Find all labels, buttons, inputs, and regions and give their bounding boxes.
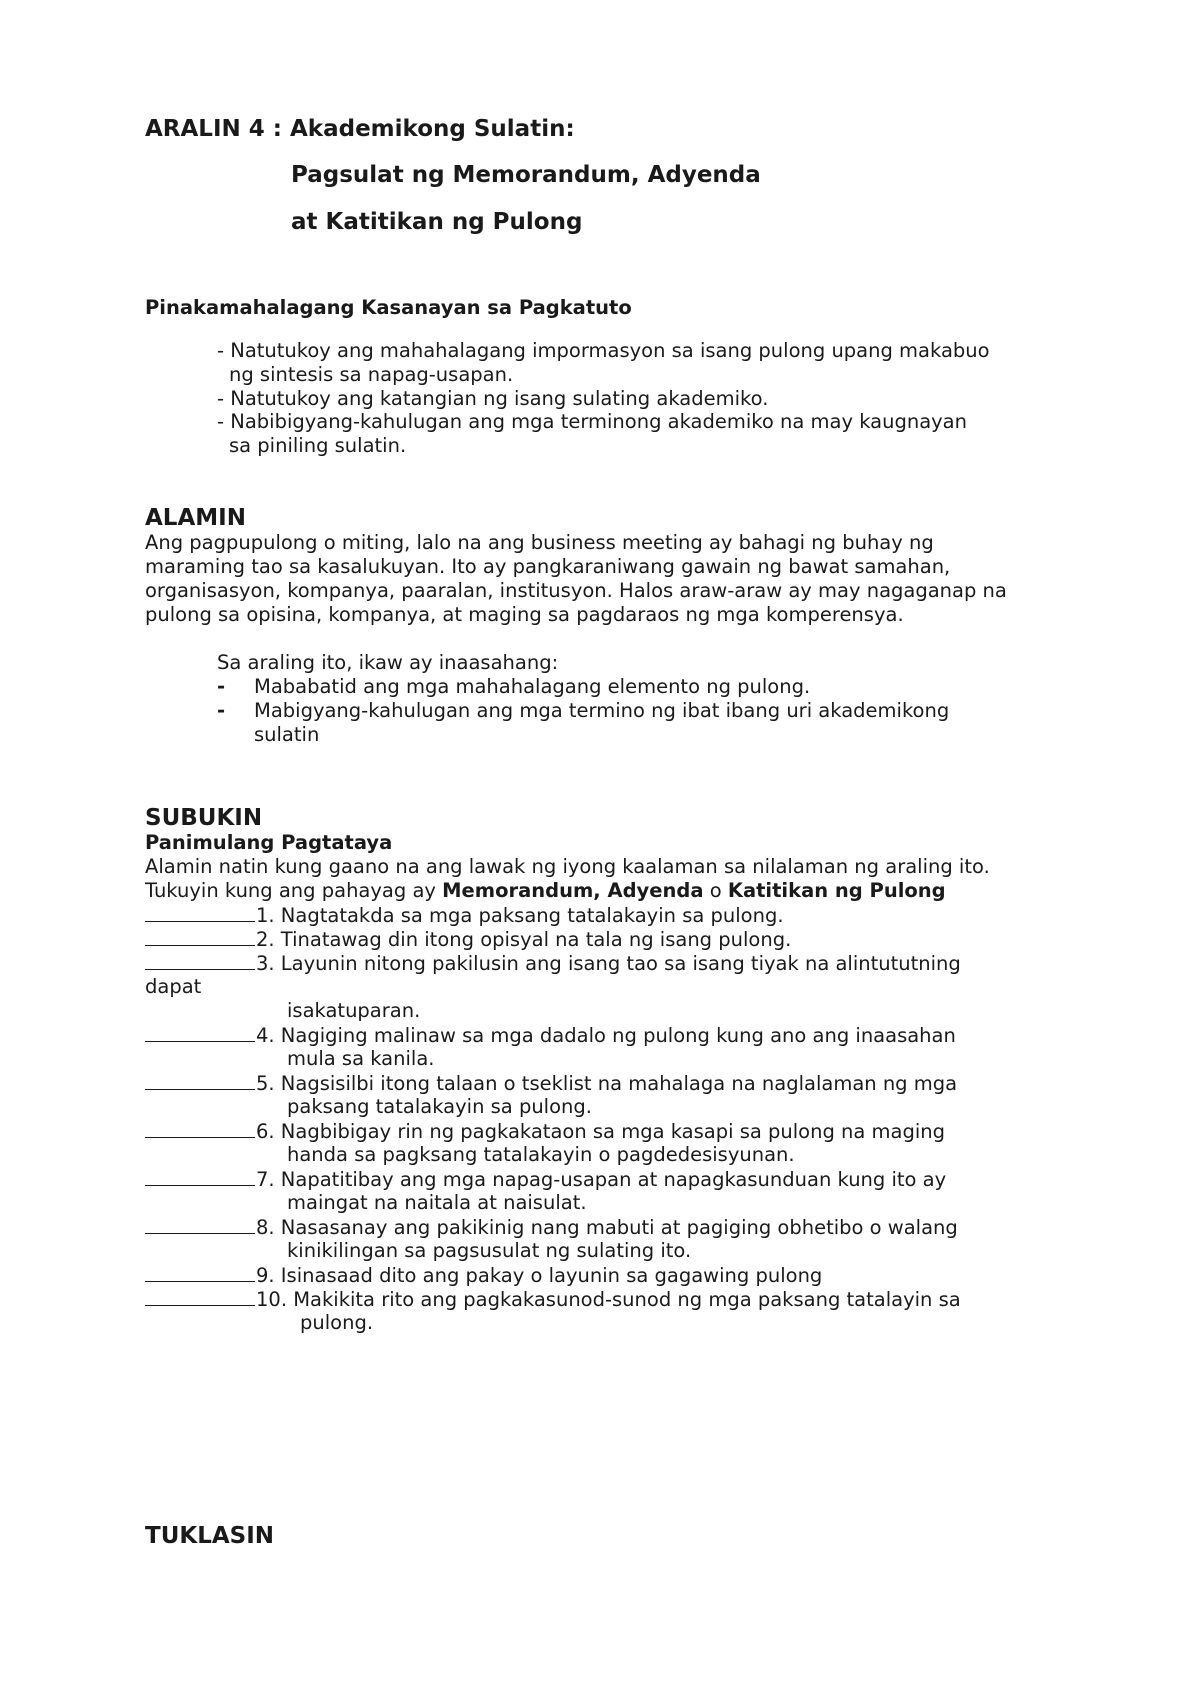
quiz-item — [145, 1167, 946, 1192]
tuklasin-heading: TUKLASIN — [145, 1523, 275, 1549]
answer-blank[interactable] — [145, 903, 255, 922]
subukin-subheading: Panimulang Pagtataya — [145, 831, 393, 854]
quiz-item-text: 7. Napatitibay ang mga napag-usapan at napagkasunduan kung ito ay — [256, 1168, 947, 1191]
alamin-intro: Sa araling ito, ikaw ay inaasahang: — [217, 651, 559, 674]
answer-blank[interactable] — [145, 1215, 255, 1234]
competency-item-cont: sa piniling sulatin. — [229, 434, 407, 457]
quiz-item-cont: mula sa kanila. — [287, 1047, 435, 1070]
answer-blank[interactable] — [145, 951, 255, 970]
quiz-item — [145, 903, 784, 928]
lesson-subtitle-line2: at Katitikan ng Pulong — [291, 209, 583, 235]
quiz-item-text: 2. Tinatawag din itong opisyal na tala ng isang pulong. — [256, 928, 792, 951]
answer-blank[interactable] — [145, 1071, 255, 1090]
alamin-paragraph-line: maraming tao sa kasalukuyan. Ito ay pangkaraniwang gawain ng bawat samahan, — [145, 555, 951, 578]
objective-bullet: - — [217, 699, 226, 722]
answer-blank[interactable] — [145, 927, 255, 946]
quiz-item-cont: kinikilingan sa pagsusulat ng sulating ito. — [287, 1239, 692, 1262]
answer-blank[interactable] — [145, 1167, 255, 1186]
subukin-heading: SUBUKIN — [145, 805, 263, 831]
alamin-heading: ALAMIN — [145, 505, 246, 531]
instruction-connector: o — [703, 879, 728, 902]
quiz-item — [145, 1023, 956, 1048]
lesson-title: ARALIN 4 : Akademikong Sulatin: — [145, 116, 575, 142]
answer-blank[interactable] — [145, 1023, 255, 1042]
answer-blank[interactable] — [145, 1263, 255, 1282]
objective-item: Mabigyang-kahulugan ang mga termino ng ibat ibang uri akademikong — [254, 699, 950, 722]
objective-bullet: - — [217, 675, 226, 698]
instruction-prefix: Tukuyin kung ang pahayag ay — [145, 879, 443, 902]
objective-item: Mababatid ang mga mahahalagang elemento ng pulong. — [254, 675, 811, 698]
quiz-item-cont: maingat na naitala at naisulat. — [287, 1191, 587, 1214]
quiz-item-text: 5. Nagsisilbi itong talaan o tseklist na mahalaga na naglalaman ng mga — [256, 1072, 958, 1095]
subukin-instruction-2 — [145, 879, 946, 903]
alamin-paragraph-line: Ang pagpupulong o miting, lalo na ang business meeting ay bahagi ng buhay ng — [145, 531, 934, 554]
quiz-item — [145, 927, 791, 952]
quiz-item-text: 9. Isinasaad dito ang pakay o layunin sa gagawing pulong — [256, 1264, 823, 1287]
quiz-item — [145, 1071, 957, 1096]
subukin-instruction: Alamin natin kung gaano na ang lawak ng iyong kaalaman sa nilalaman ng araling ito. — [145, 855, 990, 878]
quiz-item — [145, 951, 961, 976]
quiz-item-cont: isakatuparan. — [287, 999, 421, 1022]
quiz-item-text: 6. Nagbibigay rin ng pagkakataon sa mga kasapi sa pulong na maging — [256, 1120, 946, 1143]
answer-blank[interactable] — [145, 1119, 255, 1138]
competencies-heading: Pinakamahalagang Kasanayan sa Pagkatuto — [145, 296, 632, 319]
competency-item: - Natutukoy ang mahahalagang impormasyon sa isang pulong upang makabuo — [217, 339, 990, 362]
quiz-item-cont: paksang tatalakayin sa pulong. — [287, 1095, 592, 1118]
quiz-item-cont: pulong. — [300, 1311, 374, 1334]
competency-item-cont: ng sintesis sa napag-usapan. — [229, 363, 514, 386]
quiz-item-text: 4. Nagiging malinaw sa mga dadalo ng pulong kung ano ang inaasahan — [256, 1024, 956, 1047]
quiz-item-cont: handa sa pagksang tatalakayin o pagdedesisyunan. — [287, 1143, 795, 1166]
quiz-item-text: 8. Nasasanay ang pakikinig nang mabuti at pagiging obhetibo o walang — [256, 1216, 958, 1239]
quiz-item-text: 3. Layunin nitong pakilusin ang isang tao sa isang tiyak na alintututning — [256, 952, 961, 975]
competency-item: - Nabibigyang-kahulugan ang mga terminong akademiko na may kaugnayan — [217, 410, 967, 433]
instruction-bold-choice: Katitikan ng Pulong — [727, 879, 946, 902]
quiz-item — [145, 1287, 961, 1312]
quiz-item-wrap: dapat — [145, 975, 202, 998]
instruction-bold-choice: Memorandum, Adyenda — [442, 879, 704, 902]
lesson-subtitle-line1: Pagsulat ng Memorandum, Adyenda — [291, 162, 761, 188]
quiz-item-text: 10. Makikita rito ang pagkakasunod-sunod ng mga paksang tatalayin sa — [256, 1288, 961, 1311]
answer-blank[interactable] — [145, 1287, 255, 1306]
quiz-item-text: 1. Nagtatakda sa mga paksang tatalakayin sa pulong. — [256, 904, 784, 927]
competency-item: - Natutukoy ang katangian ng isang sulating akademiko. — [217, 387, 769, 410]
quiz-item — [145, 1119, 945, 1144]
alamin-paragraph-line: organisasyon, kompanya, paaralan, institusyon. Halos araw-araw ay may nagaganap na — [145, 579, 1007, 602]
quiz-item — [145, 1263, 822, 1288]
quiz-item — [145, 1215, 958, 1240]
alamin-paragraph-line: pulong sa opisina, kompanya, at maging sa pagdaraos ng mga komperensya. — [145, 603, 904, 626]
objective-item-cont: sulatin — [254, 723, 320, 746]
